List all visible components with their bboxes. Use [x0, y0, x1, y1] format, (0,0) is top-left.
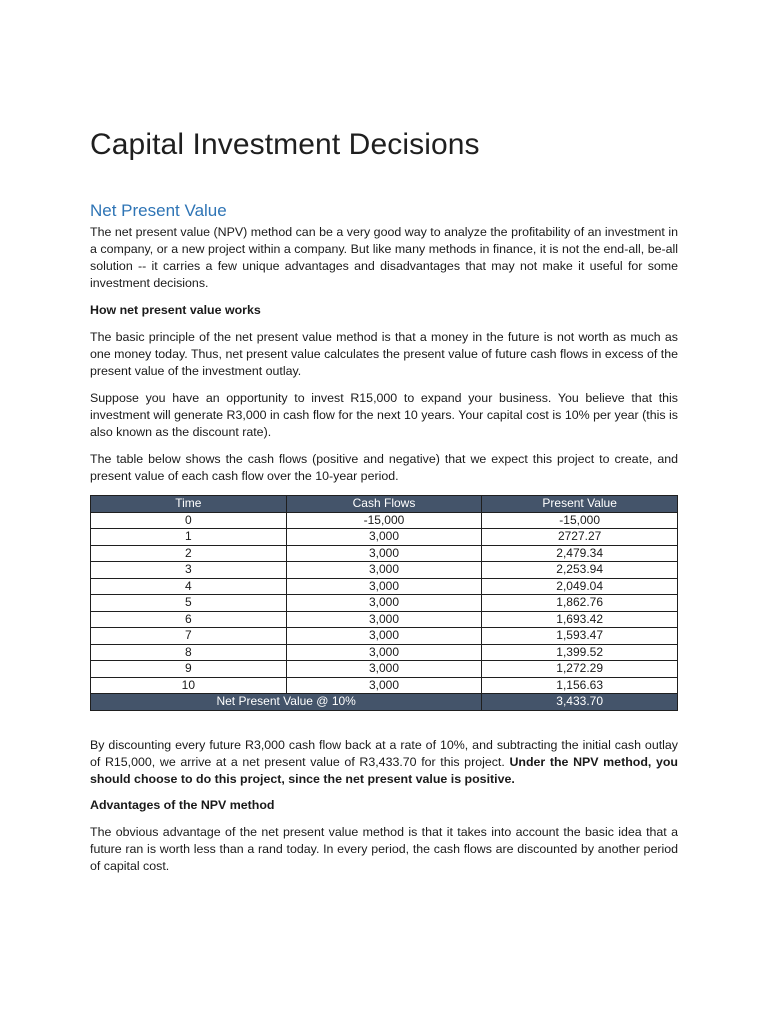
table-header-row	[91, 496, 678, 513]
table-intro-paragraph: The table below shows the cash flows (positive and negative) that we expect this project to create, and present value of each cash flow over the 10-year period.	[90, 452, 678, 483]
table-row	[91, 595, 678, 612]
table-row	[91, 562, 678, 579]
cell-present-value: 1,693.42	[482, 611, 678, 628]
cell-present-value: 2,049.04	[482, 578, 678, 595]
cell-present-value: 1,399.52	[482, 644, 678, 661]
cell-time: 2	[91, 545, 287, 562]
cell-cash-flow: 3,000	[286, 529, 482, 546]
table-row	[91, 628, 678, 645]
cell-time: 6	[91, 611, 287, 628]
cell-cash-flow: -15,000	[286, 512, 482, 529]
cell-present-value: -15,000	[482, 512, 678, 529]
cell-time: 5	[91, 595, 287, 612]
table-row	[91, 644, 678, 661]
discount-text: By discounting every future R3,000 cash flow back at a rate of 10%, and subtracting the initial cash outlay of R15,000, we arrive at a net present value of R3,433.70 for this project.	[90, 738, 678, 769]
cell-time: 8	[91, 644, 287, 661]
table-row	[91, 529, 678, 546]
header-cash-flows: Cash Flows	[286, 496, 482, 513]
cell-cash-flow: 3,000	[286, 545, 482, 562]
subheading-how-npv-works: How net present value works	[90, 303, 261, 317]
subheading-advantages: Advantages of the NPV method	[90, 798, 275, 812]
cell-cash-flow: 3,000	[286, 611, 482, 628]
cell-time: 3	[91, 562, 287, 579]
header-time: Time	[91, 496, 287, 513]
table-row	[91, 578, 678, 595]
cell-cash-flow: 3,000	[286, 677, 482, 694]
cell-cash-flow: 3,000	[286, 562, 482, 579]
principle-paragraph: The basic principle of the net present value method is that a money in the future is not worth as much as one money today. Thus, net present value calculates the present value of future cash flows in excess of the present value of the investment outlay.	[90, 330, 678, 378]
document-title: Capital Investment Decisions	[90, 128, 480, 161]
cell-present-value: 2727.27	[482, 529, 678, 546]
cell-time: 7	[91, 628, 287, 645]
cell-cash-flow: 3,000	[286, 578, 482, 595]
cell-present-value: 1,156.63	[482, 677, 678, 694]
cell-time: 0	[91, 512, 287, 529]
cell-time: 10	[91, 677, 287, 694]
cell-time: 1	[91, 529, 287, 546]
section-heading: Net Present Value	[90, 201, 227, 220]
cell-present-value: 1,272.29	[482, 661, 678, 678]
table-body	[91, 512, 678, 694]
cell-cash-flow: 3,000	[286, 595, 482, 612]
cell-time: 4	[91, 578, 287, 595]
cell-present-value: 1,862.76	[482, 595, 678, 612]
cell-present-value: 2,479.34	[482, 545, 678, 562]
total-value: 3,433.70	[482, 694, 678, 711]
cell-present-value: 2,253.94	[482, 562, 678, 579]
cell-cash-flow: 3,000	[286, 661, 482, 678]
table-row	[91, 611, 678, 628]
discount-conclusion: Under the NPV method, you should choose to do this project, since the net present value is positive.	[90, 755, 678, 786]
total-label: Net Present Value @ 10%	[91, 694, 482, 711]
header-present-value: Present Value	[482, 496, 678, 513]
table-row	[91, 545, 678, 562]
table-total-row	[91, 694, 678, 711]
table-row	[91, 512, 678, 529]
npv-table	[90, 495, 678, 711]
table-row	[91, 677, 678, 694]
cell-time: 9	[91, 661, 287, 678]
intro-paragraph: The net present value (NPV) method can be a very good way to analyze the profitability of an investment in a company, or a new project within a company. But like many methods in finance, it is not the end-all, be-all solution -- it carries a few unique advantages and disadvantages that may not make it useful for some investment decisions.	[90, 225, 678, 290]
example-paragraph: Suppose you have an opportunity to invest R15,000 to expand your business. You believe that this investment will generate R3,000 in cash flow for the next 10 years. Your capital cost is 10% per year (this is also known as the discount rate).	[90, 391, 678, 439]
cell-present-value: 1,593.47	[482, 628, 678, 645]
discount-paragraph	[90, 737, 678, 788]
table-row	[91, 661, 678, 678]
cell-cash-flow: 3,000	[286, 628, 482, 645]
advantage-paragraph: The obvious advantage of the net present value method is that it takes into account the basic idea that a future ran is worth less than a rand today. In every period, the cash flows are discounted by another period of capital cost.	[90, 825, 678, 873]
cell-cash-flow: 3,000	[286, 644, 482, 661]
